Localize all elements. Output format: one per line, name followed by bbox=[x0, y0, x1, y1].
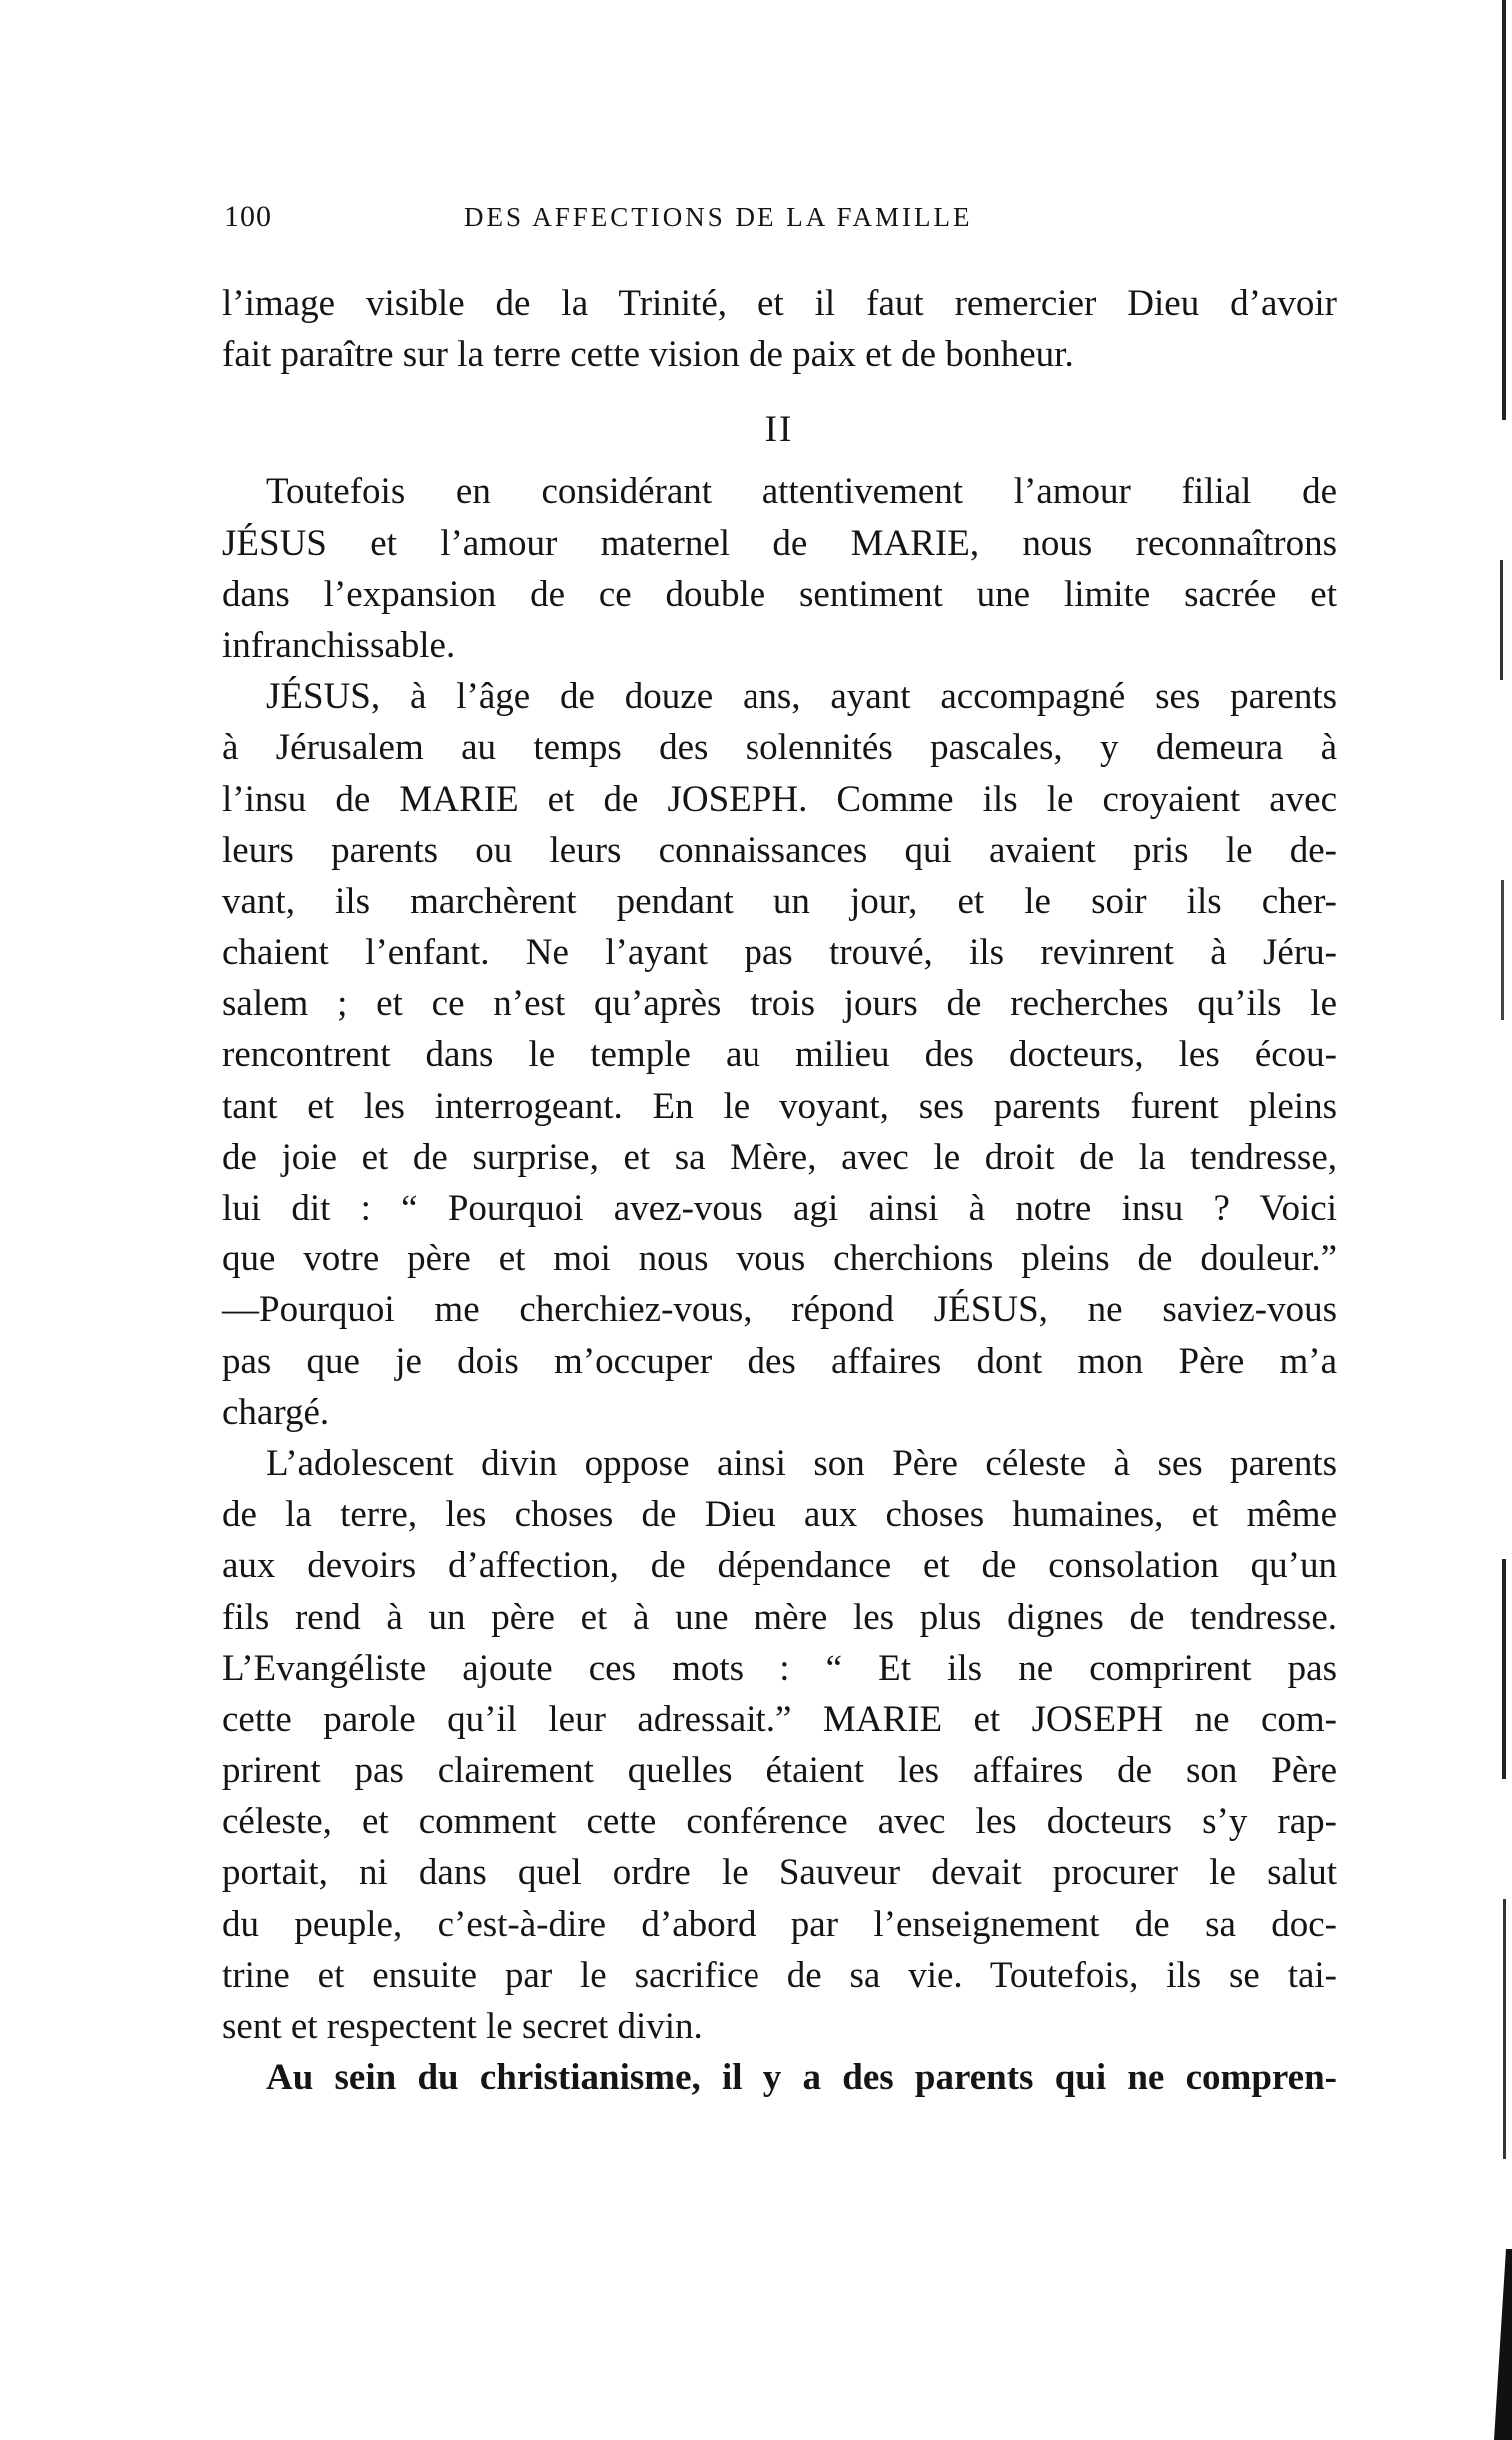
text-line: sent et respectent le secret divin. bbox=[222, 2006, 703, 2047]
text-line: l’image visible de la Trinité, et il faut remercier Dieu d’avoir bbox=[222, 283, 1337, 324]
text-line: Au sein du christianisme, il y a des parents qui ne compren- bbox=[266, 2057, 1337, 2099]
text-line: Toutefois en considérant attentivement l’amour filial de bbox=[266, 471, 1337, 513]
running-title: DES AFFECTIONS DE LA FAMILLE bbox=[464, 202, 973, 232]
text-line: de joie et de surprise, et sa Mère, avec le droit de la tendresse, bbox=[222, 1136, 1337, 1178]
text-line: infranchissable. bbox=[222, 624, 456, 666]
text-line: que votre père et moi nous vous cherchions pleins de douleur.” bbox=[222, 1238, 1337, 1280]
page-number: 100 bbox=[224, 200, 272, 233]
text-line: du peuple, c’est-à-dire d’abord par l’enseignement de sa doc- bbox=[222, 1903, 1337, 1945]
text-line: JÉSUS, à l’âge de douze ans, ayant accompagné ses parents bbox=[266, 676, 1337, 718]
text-line: fils rend à un père et à une mère les plus dignes de tendresse. bbox=[222, 1596, 1337, 1638]
text-line: prirent pas clairement quelles étaient les affaires de son Père bbox=[222, 1750, 1337, 1792]
text-line: pas que je dois m’occuper des affaires dont mon Père m’a bbox=[222, 1340, 1337, 1382]
text-line: vant, ils marchèrent pendant un jour, et le soir ils cher- bbox=[222, 880, 1337, 922]
text-line: tant et les interrogeant. En le voyant, ses parents furent pleins bbox=[222, 1085, 1337, 1127]
text-line: dans l’expansion de ce double sentiment une limite sacrée et bbox=[222, 573, 1337, 615]
text-line: céleste, et comment cette conférence avec les docteurs s’y rap- bbox=[222, 1801, 1337, 1843]
body-text bbox=[222, 278, 1337, 2103]
text-line: leurs parents ou leurs connaissances qui avaient pris le de- bbox=[222, 829, 1337, 871]
scan-edge-shadow bbox=[1472, 0, 1512, 2440]
text-line: rencontrent dans le temple au milieu des docteurs, les écou- bbox=[222, 1034, 1337, 1076]
section-heading: II bbox=[764, 409, 794, 451]
text-line: chargé. bbox=[222, 1391, 330, 1433]
text-line: —Pourquoi me cherchiez-vous, répond JÉSUS, ne saviez-vous bbox=[222, 1289, 1337, 1331]
text-line: JÉSUS et l’amour maternel de MARIE, nous reconnaîtrons bbox=[222, 522, 1337, 564]
text-line: portait, ni dans quel ordre le Sauveur devait procurer le salut bbox=[222, 1852, 1337, 1894]
text-line: aux devoirs d’affection, de dépendance et de consolation qu’un bbox=[222, 1545, 1337, 1587]
running-head bbox=[224, 200, 1103, 250]
text-line: salem ; et ce n’est qu’après trois jours de recherches qu’ils le bbox=[222, 983, 1337, 1025]
text-line: fait paraître sur la terre cette vision de paix et de bonheur. bbox=[222, 334, 1074, 376]
text-line: l’insu de MARIE et de JOSEPH. Comme ils le croyaient avec bbox=[222, 778, 1337, 820]
text-line: lui dit : “ Pourquoi avez-vous agi ainsi à notre insu ? Voici bbox=[222, 1188, 1337, 1228]
text-line: de la terre, les choses de Dieu aux choses humaines, et même bbox=[222, 1494, 1337, 1536]
text-line: cette parole qu’il leur adressait.” MARIE et JOSEPH ne com- bbox=[222, 1698, 1337, 1740]
text-line: chaient l’enfant. Ne l’ayant pas trouvé, ils revinrent à Jéru- bbox=[222, 932, 1337, 974]
text-line: L’adolescent divin oppose ainsi son Père céleste à ses parents bbox=[266, 1442, 1337, 1484]
text-line: à Jérusalem au temps des solennités pascales, y demeura à bbox=[222, 727, 1337, 769]
text-line: L’Evangéliste ajoute ces mots : “ Et ils ne comprirent pas bbox=[222, 1647, 1337, 1689]
text-line: trine et ensuite par le sacrifice de sa vie. Toutefois, ils se tai- bbox=[222, 1954, 1337, 1996]
